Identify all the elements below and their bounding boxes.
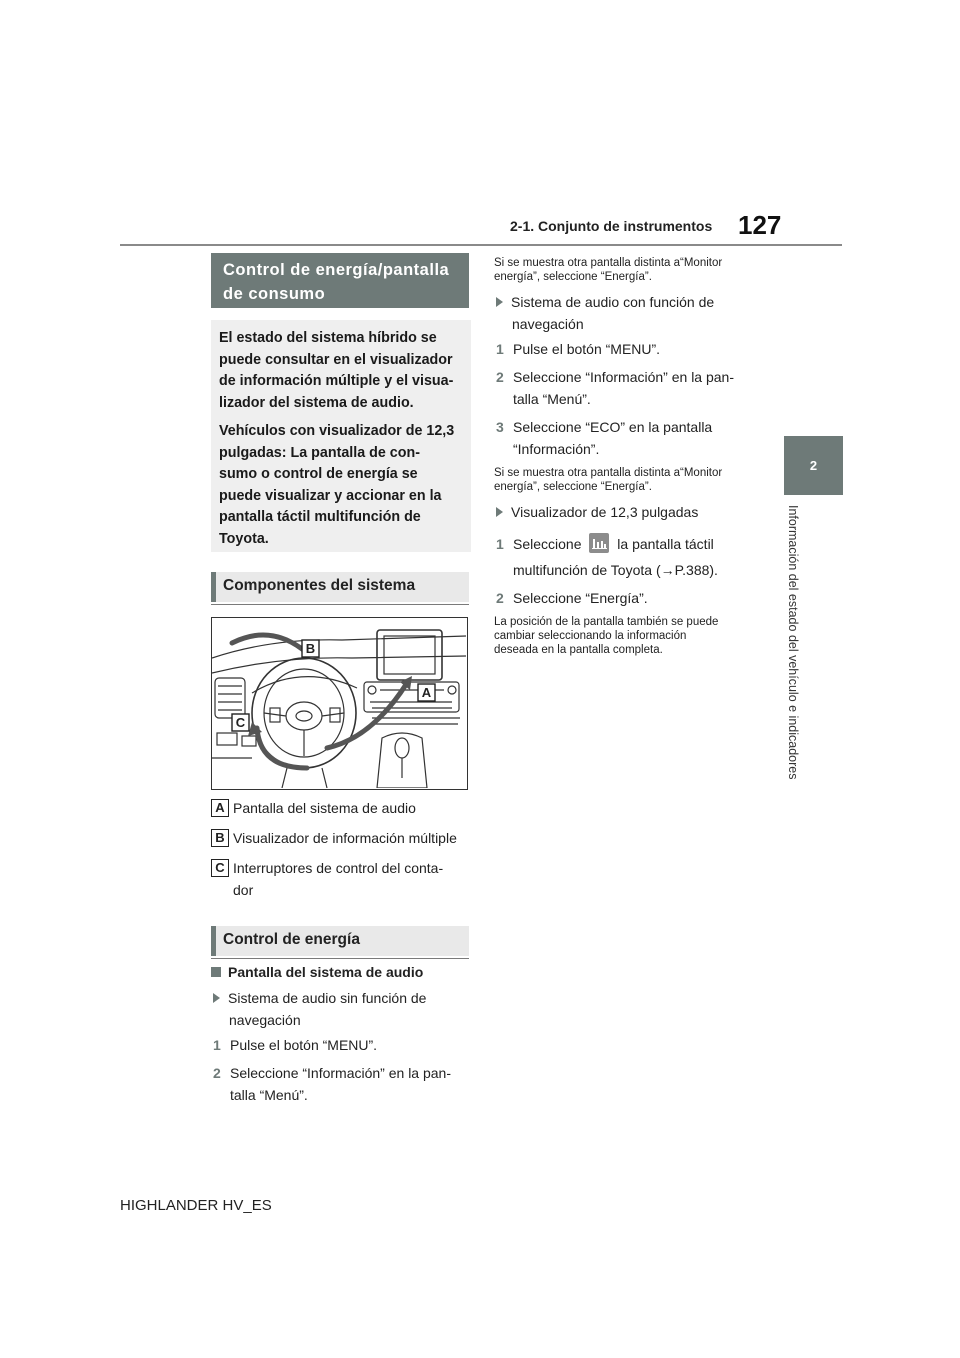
intro-paragraph-1: El estado del sistema híbrido se puede consultar en el visualizador de información múltiple y el visua- lizador del sistema de audio. (219, 330, 454, 411)
arrow-icon: → (660, 562, 675, 578)
section-title-box (211, 253, 469, 308)
nav-step-3: 3 Seleccione “ECO” en la pantalla (496, 419, 713, 435)
square-bullet-icon (211, 967, 221, 977)
figure-label-a: A (421, 685, 432, 700)
section-title: 2-1. Conjunto de instrumentos (510, 218, 713, 234)
page-reference-link[interactable]: P.388). (674, 562, 718, 578)
display12-step-1: 1 Seleccione la pantalla táctil (496, 533, 714, 555)
intro-paragraph-2: Vehículos con visualizador de 12,3 pulgadas: La pantalla de con- sumo o control de energía se puede visualizar y accionar en la pantalla táctil multifunción de Toyota. (219, 423, 455, 547)
dashboard-illustration (211, 617, 468, 790)
page-number: 127 (738, 210, 782, 240)
no-nav-title-cont: navegación (229, 1012, 301, 1028)
nav-step-1: 1 Pulse el botón “MENU”. (496, 341, 661, 357)
note-position: La posición de la pantalla también se puede cambiar seleccionando la información deseada en la pantalla completa. (494, 616, 719, 656)
triangle-bullet-icon (213, 993, 220, 1003)
dashboard-drawing (212, 618, 466, 788)
nav-step-2: 2 Seleccione “Información” en la pan- (496, 369, 735, 385)
bar-chart-icon[interactable] (589, 533, 609, 553)
no-nav-step-1: 1 Pulse el botón “MENU”. (213, 1037, 378, 1053)
chapter-tab[interactable]: 2 (784, 436, 843, 495)
intro-box (211, 320, 471, 552)
nav-title: Sistema de audio con función de (496, 291, 714, 313)
chapter-side-text: Información del estado del vehículo e indicadores (786, 505, 800, 780)
figure-label-c: C (235, 715, 246, 730)
nav-step-3-cont: “Información”. (513, 441, 600, 457)
note-monitor-1: Si se muestra otra pantalla distinta a“Monitor energía”, seleccione “Energía”. (494, 257, 723, 283)
chapter-side-label (782, 505, 802, 805)
components-heading: Componentes del sistema (211, 572, 469, 602)
display12-step-2: 2 Seleccione “Energía”. (496, 590, 648, 606)
display12-title: Visualizador de 12,3 pulgadas (496, 501, 698, 523)
no-nav-title: Sistema de audio sin función de (213, 987, 426, 1009)
section-title-text: Control de energía/pantalla de consumo (223, 261, 450, 303)
nav-title-cont: navegación (512, 316, 584, 332)
nav-step-2-cont: talla “Menú”. (513, 391, 591, 407)
energy-control-heading: Control de energía (211, 926, 469, 956)
no-nav-step-2: 2 Seleccione “Información” en la pan- (213, 1065, 452, 1081)
figure-label-b: B (305, 641, 316, 656)
display12-step-1-cont: multifunción de Toyota (→P.388). (513, 562, 718, 578)
triangle-bullet-icon (496, 507, 503, 517)
triangle-bullet-icon (496, 297, 503, 307)
audio-display-subheading: Pantalla del sistema de audio (211, 961, 423, 983)
note-monitor-2: Si se muestra otra pantalla distinta a“Monitor energía”, seleccione “Energía”. (494, 467, 723, 493)
footer-model: HIGHLANDER HV_ES (120, 1197, 272, 1214)
no-nav-step-2-cont: talla “Menú”. (230, 1087, 308, 1103)
header-rule (120, 244, 842, 246)
